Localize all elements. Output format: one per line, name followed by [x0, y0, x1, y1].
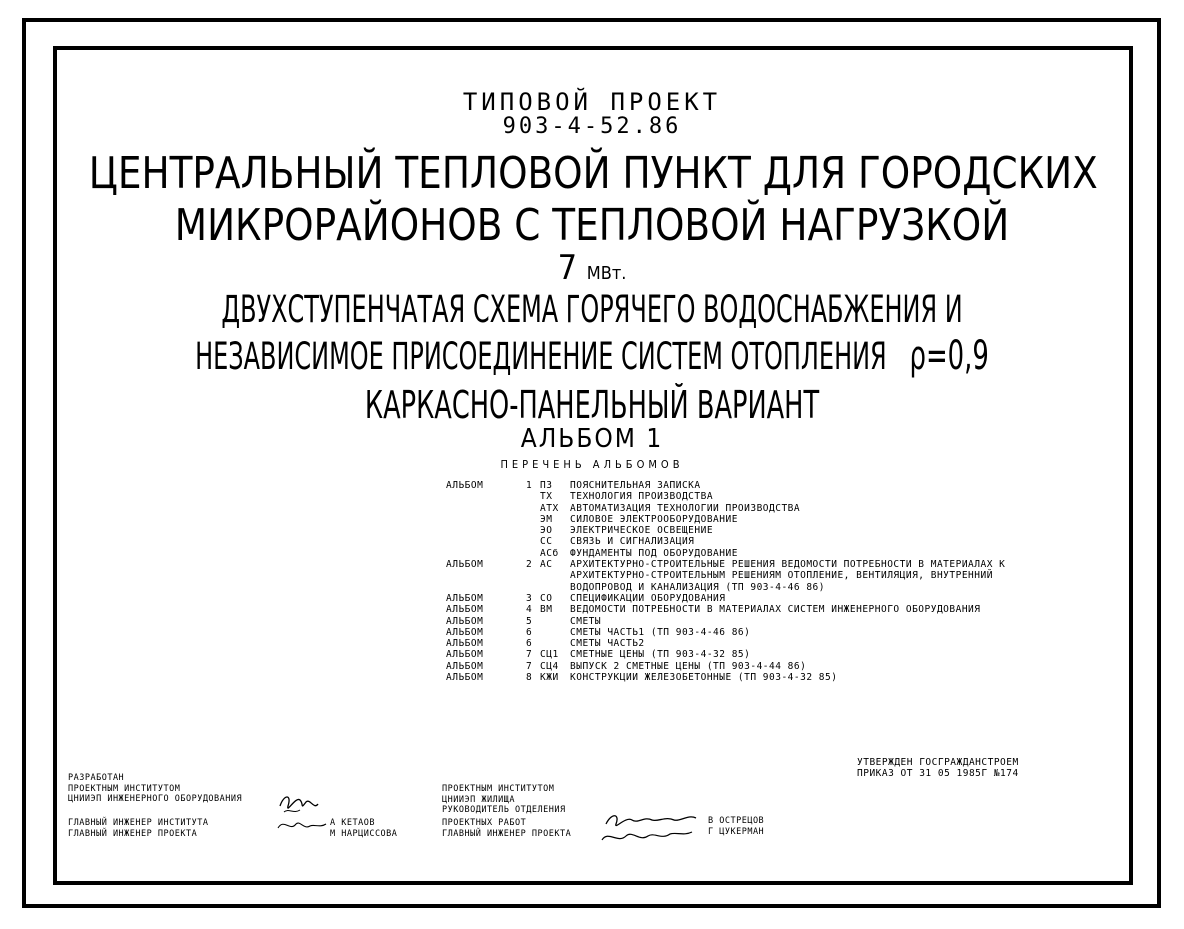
album-row-description: СИЛОВОЕ ЭЛЕКТРООБОРУДОВАНИЕ — [570, 513, 738, 525]
codeveloper-line-3: РУКОВОДИТЕЛЬ ОТДЕЛЕНИЯ — [442, 805, 566, 815]
album-row-number: 8 — [526, 672, 533, 684]
album-row-label — [446, 570, 526, 581]
album-row-number: 6 — [526, 638, 533, 650]
title-line-2: МИКРОРАЙОНОВ С ТЕПЛОВОЙ НАГРУЗКОЙ — [174, 200, 1010, 251]
album-row-description: ФУНДАМЕНТЫ ПОД ОБОРУДОВАНИЕ — [570, 547, 738, 559]
album-row — [446, 559, 1005, 570]
codeveloper-names — [708, 816, 764, 837]
developer-name-1: А КЕТАОВ — [330, 818, 375, 828]
album-row-description: СВЯЗЬ И СИГНАЛИЗАЦИЯ — [570, 536, 695, 548]
album-row — [446, 672, 1005, 683]
album-row-code: КЖИ — [540, 672, 559, 684]
album-row-code: СЦ1 — [540, 649, 559, 661]
album-row-code: СЦ4 — [540, 660, 559, 672]
album-row-label: АЛЬБОМ — [446, 592, 484, 604]
album-row — [446, 491, 1005, 502]
album-row-label: АЛЬБОМ — [446, 615, 484, 627]
album-row-number: 5 — [526, 615, 533, 627]
album-row-number — [526, 536, 540, 547]
album-row-code — [540, 582, 570, 593]
album-row-label — [446, 582, 526, 593]
album-row-label: АЛЬБОМ — [446, 672, 484, 684]
subtitle-line-1: ДВУХСТУПЕНЧАТАЯ СХЕМА ГОРЯЧЕГО ВОДОСНАБЖЕНИЯ И — [221, 288, 963, 331]
approval-line-2: ПРИКАЗ ОТ 31 05 1985Г №174 — [857, 768, 1019, 779]
album-row — [446, 627, 1005, 638]
album-row-description: ТЕХНОЛОГИЯ ПРОИЗВОДСТВА — [570, 491, 714, 503]
album-row — [446, 638, 1005, 649]
album-row-code — [540, 638, 570, 649]
power-rating — [0, 248, 1184, 288]
codeveloper-role-1: ПРОЕКТНЫХ РАБОТ — [442, 818, 527, 828]
album-row — [446, 593, 1005, 604]
album-row-description: СМЕТЫ ЧАСТЬ2 — [570, 638, 645, 650]
album-row-code: ЭМ — [540, 513, 553, 525]
album-row-label — [446, 548, 526, 559]
album-row-code: ЭО — [540, 525, 553, 537]
album-row-description: СПЕЦИФИКАЦИИ ОБОРУДОВАНИЯ — [570, 592, 726, 604]
album-row — [446, 514, 1005, 525]
album-row-number — [526, 491, 540, 502]
power-value: 7 — [557, 248, 578, 288]
codeveloper-line-2: ЦНИИЭП ЖИЛИЩА — [442, 794, 516, 805]
album-row-description: АРХИТЕКТУРНО-СТРОИТЕЛЬНЫЕ РЕШЕНИЯ ВЕДОМОСТИ ПОТРЕБНОСТИ В МАТЕРИАЛАХ К — [570, 559, 1006, 571]
album-row-description: СМЕТНЫЕ ЦЕНЫ (ТП 903-4-32 85) — [570, 649, 751, 661]
album-row-number — [526, 503, 540, 514]
album-row-number: 3 — [526, 592, 533, 604]
project-label: ТИПОВОЙ ПРОЕКТ — [462, 88, 722, 116]
developer-line-2: ПРОЕКТНЫМ ИНСТИТУТОМ — [68, 783, 181, 794]
power-unit: МВт. — [586, 263, 627, 284]
album-row — [446, 525, 1005, 536]
codeveloper-name-2: Г ЦУКЕРМАН — [708, 826, 765, 837]
album-row-description: ВЕДОМОСТИ ПОТРЕБНОСТИ В МАТЕРИАЛАХ СИСТЕМ ИНЖЕНЕРНОГО ОБОРУДОВАНИЯ — [570, 604, 981, 616]
album-row-description: КОНСТРУКЦИИ ЖЕЛЕЗОБЕТОННЫЕ (ТП 903-4-32 85) — [570, 672, 838, 684]
developer-name-2: М НАРЦИССОВА — [330, 828, 398, 839]
rho-value: ρ=0,9 — [909, 333, 989, 379]
album-row-code: ВМ — [540, 604, 553, 616]
approval-block — [857, 757, 1019, 779]
developer-role-2: ГЛАВНЫЙ ИНЖЕНЕР ПРОЕКТА — [68, 828, 198, 839]
album-row-number — [526, 514, 540, 525]
codeveloper-block — [442, 784, 566, 816]
title-line-1: ЦЕНТРАЛЬНЫЙ ТЕПЛОВОЙ ПУНКТ ДЛЯ ГОРОДСКИХ — [88, 148, 1098, 199]
album-row — [446, 649, 1005, 660]
album-row — [446, 536, 1005, 547]
album-row-code: СС — [540, 536, 553, 548]
album-row-number — [526, 548, 540, 559]
album-row-label: АЛЬБОМ — [446, 660, 484, 672]
album-row-code — [540, 616, 570, 627]
album-row-description: АВТОМАТИЗАЦИЯ ТЕХНОЛОГИИ ПРОИЗВОДСТВА — [570, 502, 801, 514]
album-row-label — [446, 536, 526, 547]
album-row-number — [526, 525, 540, 536]
album-row-code — [540, 570, 570, 581]
signature-1 — [270, 788, 332, 838]
album-row — [446, 570, 1005, 581]
album-row-label — [446, 503, 526, 514]
album-row-code: АТХ — [540, 502, 559, 514]
album-number: АЛЬБОМ 1 — [520, 424, 664, 454]
album-row — [446, 503, 1005, 514]
developer-roles — [68, 818, 208, 839]
variant-title: КАРКАСНО-ПАНЕЛЬНЫЙ ВАРИАНТ — [364, 383, 820, 427]
album-row-label: АЛЬБОМ — [446, 604, 484, 616]
album-row-label: АЛЬБОМ — [446, 638, 484, 650]
album-row-description: АРХИТЕКТУРНО-СТРОИТЕЛЬНЫМ РЕШЕНИЯМ ОТОПЛЕНИЕ, ВЕНТИЛЯЦИЯ, ВНУТРЕННИЙ — [570, 570, 993, 582]
album-row-description: ВЫПУСК 2 СМЕТНЫЕ ЦЕНЫ (ТП 903-4-44 86) — [570, 660, 807, 672]
album-row-number: 6 — [526, 626, 533, 638]
album-row-number: 7 — [526, 660, 533, 672]
album-row-label: АЛЬБОМ — [446, 480, 484, 491]
developer-role-1: ГЛАВНЫЙ ИНЖЕНЕР ИНСТИТУТА — [68, 818, 209, 828]
album-row — [446, 548, 1005, 559]
album-row-label — [446, 491, 526, 502]
codeveloper-role-2: ГЛАВНЫЙ ИНЖЕНЕР ПРОЕКТА — [442, 828, 572, 839]
album-row-description: ПОЯСНИТЕЛЬНАЯ ЗАПИСКА — [570, 480, 701, 491]
album-row-number: 2 — [526, 559, 533, 571]
album-row-number: 7 — [526, 649, 533, 661]
album-row — [446, 616, 1005, 627]
album-row-description: ВОДОПРОВОД И КАНАЛИЗАЦИЯ (ТП 903-4-46 86) — [570, 581, 825, 593]
album-row-number: 1 — [526, 480, 533, 491]
album-row — [446, 661, 1005, 672]
album-row-code — [540, 627, 570, 638]
signature-2 — [596, 804, 706, 850]
album-row-label: АЛЬБОМ — [446, 626, 484, 638]
codeveloper-line-1: ПРОЕКТНЫМ ИНСТИТУТОМ — [442, 784, 555, 794]
approval-line-1: УТВЕРЖДЕН ГОСГРАЖДАНСТРОЕМ — [857, 757, 1019, 768]
album-row-label: АЛЬБОМ — [446, 559, 484, 571]
album-row-label: АЛЬБОМ — [446, 649, 484, 661]
album-row-number — [526, 582, 540, 593]
album-row-description: ЭЛЕКТРИЧЕСКОЕ ОСВЕЩЕНИЕ — [570, 525, 714, 537]
album-row — [446, 582, 1005, 593]
album-row-code: СО — [540, 592, 553, 604]
developer-names — [330, 818, 397, 839]
albums-list-heading: ПЕРЕЧЕНЬ АЛЬБОМОВ — [500, 458, 684, 471]
developer-line-3: ЦНИИЭП ИНЖЕНЕРНОГО ОБОРУДОВАНИЯ — [68, 794, 243, 804]
subtitle-line-2-text: НЕЗАВИСИМОЕ ПРИСОЕДИНЕНИЕ СИСТЕМ ОТОПЛЕНИЯ — [195, 335, 887, 378]
subtitle-line-2 — [166, 333, 1018, 379]
codeveloper-name-1: В ОСТРЕЦОВ — [708, 816, 765, 826]
album-row-description: СМЕТЫ — [570, 615, 602, 627]
developer-line-1: РАЗРАБОТАН — [68, 773, 125, 783]
album-row — [446, 480, 1005, 491]
album-row-label — [446, 514, 526, 525]
album-row-label — [446, 525, 526, 536]
album-row-number: 4 — [526, 604, 533, 616]
codeveloper-roles — [442, 818, 571, 839]
album-row-description: СМЕТЫ ЧАСТЬ1 (ТП 903-4-46 86) — [570, 626, 751, 638]
album-row-number — [526, 570, 540, 581]
album-row — [446, 604, 1005, 615]
albums-list — [446, 480, 1005, 683]
album-row-code: ТХ — [540, 491, 553, 503]
album-row-code: АС — [540, 559, 553, 571]
album-row-code: АСб — [540, 547, 559, 559]
album-row-code: ПЗ — [540, 480, 553, 491]
developer-block — [68, 773, 242, 805]
project-number: 903-4-52.86 — [502, 114, 682, 139]
